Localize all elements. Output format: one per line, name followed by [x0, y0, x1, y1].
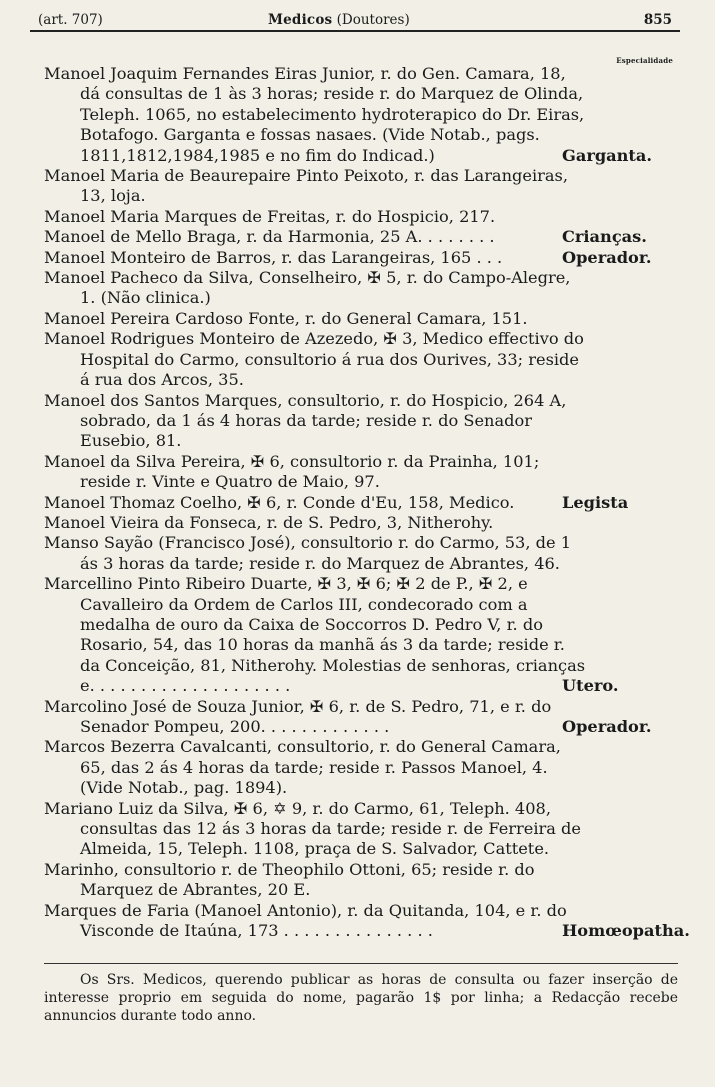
list-item: [44, 207, 588, 227]
entry-text: Manoel Maria Marques de Freitas, r. do Hospicio, 217.: [44, 206, 496, 226]
section-title-main: Medicos: [268, 12, 333, 28]
list-item: [44, 574, 619, 696]
entry-text: Marcellino Pinto Ribeiro Duarte, ✠ 3, ✠ 6; ✠ 2 de P., ✠ 2, e Cavalleiro da Ordem de Carlos III, condecorado com a medalha de ouro da Caixa de Soccorros D. Pedro V, r. do Rosario, 54, das 10 horas da manhã ás 3 da tarde; reside r. da Conceição, 81, Nitherohy. Molestias de senhoras, crianças e. . . . . . . . . . . . . . . . . . . .: [44, 574, 586, 696]
list-item: [44, 64, 653, 166]
list-item: [44, 860, 588, 901]
list-item: [44, 513, 588, 533]
entry-specialty: Crianças.: [562, 227, 647, 247]
page-number: 855: [643, 12, 672, 28]
list-item: [44, 309, 588, 329]
article-reference: (art. 707): [38, 12, 103, 28]
entry-specialty: Operador.: [562, 717, 652, 736]
entry-text: Manoel Pacheco da Silva, Conselheiro, ✠ 5, r. do Campo-Alegre, 1. (Não clinica.): [44, 268, 571, 308]
entry-specialty: Homœopatha.: [562, 921, 690, 941]
list-item: [44, 799, 588, 860]
list-item: [44, 227, 647, 247]
entry-specialty: Legista: [562, 492, 629, 512]
section-title: [268, 12, 410, 28]
entry-text: Manoel de Mello Braga, r. da Harmonia, 25 A. . . . . . . .: [44, 227, 495, 247]
list-item: [44, 452, 588, 493]
entry-specialty: Garganta.: [562, 145, 653, 165]
list-item: [44, 247, 652, 268]
list-item: [44, 696, 652, 738]
entry-text: Manoel Maria de Beaurepaire Pinto Peixoto, r. das Larangeiras, 13, loja.: [44, 166, 568, 206]
list-item: [44, 533, 588, 574]
list-item: [44, 268, 588, 309]
entry-text: Manoel Monteiro de Barros, r. das Larangeiras, 165 . . .: [44, 247, 503, 267]
list-item: [44, 900, 690, 942]
list-item: [44, 166, 588, 207]
footer-rule: [44, 963, 678, 964]
entry-text: Marcos Bezerra Cavalcanti, consultorio, r. do General Camara, 65, das 2 ás 4 horas da tarde; reside r. Passos Manoel, 4. (Vide Notab., pag. 1894).: [44, 737, 561, 798]
entry-text: Manoel Thomaz Coelho, ✠ 6, r. Conde d'Eu, 158, Medico.: [44, 492, 515, 512]
entry-text: Marques de Faria (Manoel Antonio), r. da Quitanda, 104, e r. do Visconde de Itaúna, 173 . . . . . . . . . . . . . . .: [44, 900, 567, 941]
entry-text: Manoel Vieira da Fonseca, r. de S. Pedro, 3, Nitherohy.: [44, 512, 494, 532]
entry-specialty: Utero.: [562, 676, 619, 696]
entry-text: Manso Sayão (Francisco José), consultorio r. do Carmo, 53, de 1 ás 3 horas da tarde; reside r. do Marquez de Abrantes, 46.: [44, 533, 572, 573]
list-item: [44, 492, 629, 513]
entry-text: Marinho, consultorio r. de Theophilo Ottoni, 65; reside r. do Marquez de Abrantes, 20 E.: [44, 859, 535, 900]
doctor-list: [44, 64, 690, 941]
entry-text: Manoel Pereira Cardoso Fonte, r. do General Camara, 151.: [44, 308, 528, 328]
list-item: [44, 737, 588, 798]
advertising-notice: Os Srs. Medicos, querendo publicar as horas de consulta ou fazer inserção de interesse proprio em seguida do nome, pagarão 1$ por linha; a Redacção recebe annuncios durante todo anno.: [44, 972, 678, 1024]
list-item: [44, 329, 588, 390]
header-rule: [30, 30, 680, 32]
entry-text: Manoel dos Santos Marques, consultorio, r. do Hospicio, 264 A, sobrado, da 1 ás 4 horas da tarde; reside r. do Senador Eusebio, 81.: [44, 390, 567, 451]
entry-text: Manoel Joaquim Fernandes Eiras Junior, r. do Gen. Camara, 18, dá consultas de 1 às 3 horas; reside r. do Marquez de Olinda, Teleph. 1065, no estabelecimento hydroterapico do Dr. Eiras, Botafogo. Garganta e fossas nasaes. (Vide Notab., pags. 1811,1812,1984,1985 e no fim do Indicad.): [44, 64, 585, 165]
specialty-column-heading: Especialidade: [616, 56, 673, 65]
entry-specialty: Operador.: [562, 247, 652, 267]
entry-text: Manoel Rodrigues Monteiro de Azezedo, ✠ 3, Medico effectivo do Hospital do Carmo, consultorio á rua dos Ourives, 33; reside á rua dos Arcos, 35.: [44, 329, 584, 390]
section-title-sub: (Doutores): [336, 12, 410, 28]
entry-text: Manoel da Silva Pereira, ✠ 6, consultorio r. da Prainha, 101; reside r. Vinte e Quatro de Maio, 97.: [44, 451, 540, 492]
list-item: [44, 391, 588, 452]
entry-text: Marcolino José de Souza Junior, ✠ 6, r. de S. Pedro, 71, e r. do Senador Pompeu, 200. . . . . . . . . . . . .: [44, 696, 552, 736]
page-header: [38, 10, 678, 30]
entry-text: Mariano Luiz da Silva, ✠ 6, ✡ 9, r. do Carmo, 61, Teleph. 408, consultas das 12 ás 3 horas da tarde; reside r. de Ferreira de Almeida, 15, Teleph. 1108, praça de S. Salvador, Cattete.: [44, 798, 581, 859]
